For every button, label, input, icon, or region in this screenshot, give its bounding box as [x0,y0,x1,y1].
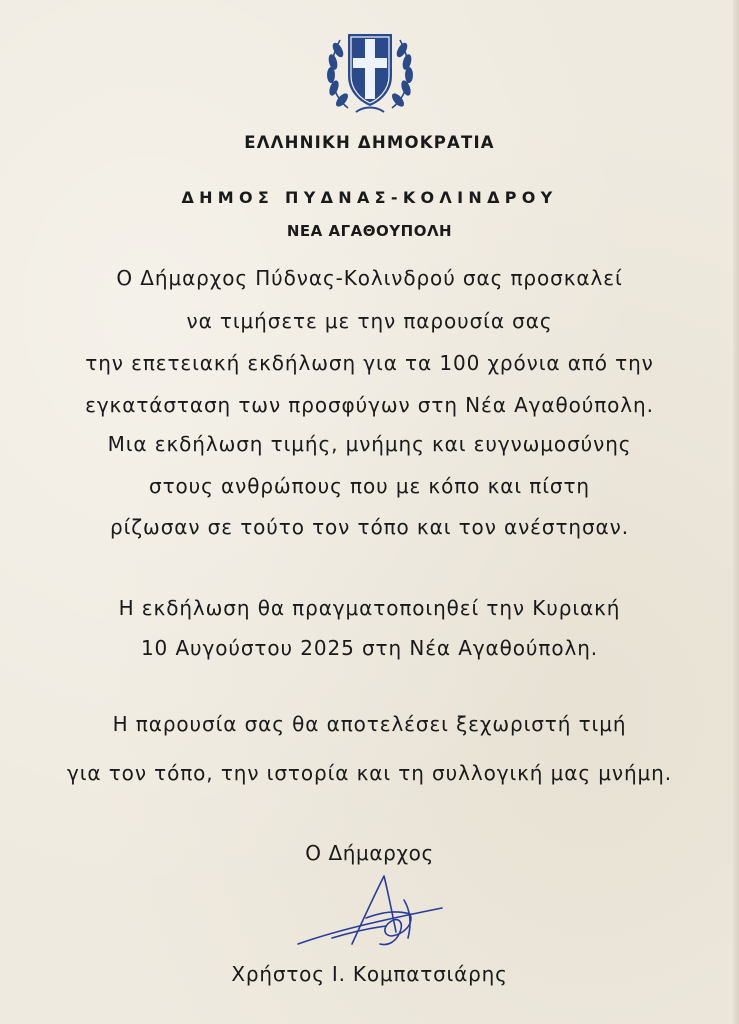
closing-line: Η παρουσία σας θα αποτελέσει ξεχωριστή τιμή [112,712,627,736]
greek-coat-of-arms-emblem [318,20,422,124]
invitation-line: να τιμήσετε με την παρουσία σας [186,309,553,333]
invitation-line: ρίζωσαν σε τούτο τον τόπο και τον ανέστησαν. [110,515,629,539]
invitation-line: Μια εκδήλωση τιμής, μνήμης και ευγνωμοσύνης [107,432,632,456]
closing-line: για τον τόπο, την ιστορία και τη συλλογική μας μνήμη. [67,761,672,785]
village-heading: ΝΕΑ ΑΓΑΘΟΥΠΟΛΗ [286,222,453,240]
mayor-name: Χρήστος Ι. Κομπατσιάρης [231,962,508,986]
mayor-title: Ο Δήμαρχος [305,841,434,865]
mayor-signature [292,872,456,952]
invitation-line: Ο Δήμαρχος Πύδνας-Κολινδρού σας προσκαλεί [116,266,623,290]
invitation-line: την επετειακή εκδήλωση για τα 100 χρόνια από την [85,351,654,375]
event-date-line: 10 Αυγούστου 2025 στη Νέα Αγαθούπολη. [140,636,599,660]
event-date-line: Η εκδήλωση θα πραγματοποιηθεί την Κυριακή [118,596,621,620]
invitation-line: εγκατάσταση των προσφύγων στη Νέα Αγαθούπολη. [85,393,654,417]
invitation-line: στους ανθρώπους που με κόπο και πίστη [149,474,590,498]
republic-heading: ΕΛΛΗΝΙΚΗ ΔΗΜΟΚΡΑΤΙΑ [244,133,495,152]
municipality-heading: ΔΗΜΟΣ ΠΥΔΝΑΣ-ΚΟΛΙΝΔΡΟΥ [181,188,558,207]
page-edge [733,0,739,1024]
